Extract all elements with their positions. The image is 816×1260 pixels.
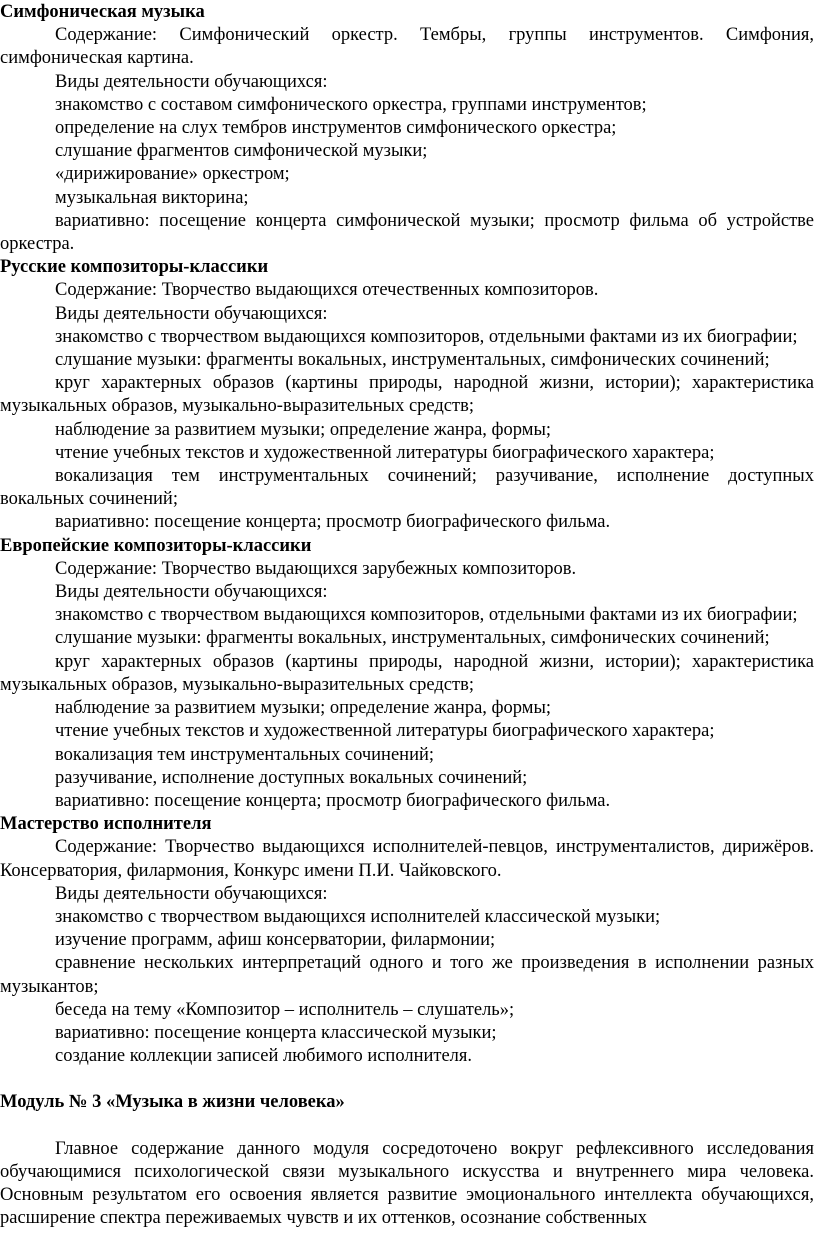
paragraph: беседа на тему «Композитор – исполнитель – слушатель»;	[55, 999, 515, 1020]
paragraph: вариативно: посещение концерта симфонической музыки; просмотр фильма об устройстве оркестра.	[0, 210, 814, 255]
paragraph: музыкальная викторина;	[55, 187, 249, 208]
paragraph: Виды деятельности обучающихся:	[55, 883, 328, 904]
paragraph: вариативно: посещение концерта классической музыки;	[55, 1022, 497, 1043]
paragraph: Содержание: Творчество выдающихся зарубежных композиторов.	[55, 558, 577, 579]
paragraph: вариативно: посещение концерта; просмотр биографического фильма.	[55, 512, 611, 533]
paragraph: круг характерных образов (картины природы, народной жизни, истории); характеристика музыкальных образов, музыкально-выразительных средств;	[0, 373, 814, 417]
paragraph: Виды деятельности обучающихся:	[55, 71, 328, 92]
paragraph: чтение учебных текстов и художественной литературы биографического характера;	[55, 442, 715, 463]
module-intro-paragraph: Главное содержание данного модуля сосредоточено вокруг рефлексивного исследования обучающимися психологической связи музыкального искусства и внутреннего мира человека. Основным результатом его освоения является развитие эмоционального интеллекта обучающихся, расширение спектра переживаемых чувств и их оттенков, осознание собственных	[0, 1138, 814, 1229]
paragraph: разучивание, исполнение доступных вокальных сочинений;	[55, 767, 528, 788]
section-heading: Мастерство исполнителя	[0, 814, 212, 835]
section-heading: Симфоническая музыка	[0, 2, 205, 22]
section-symphonic-music	[0, 1, 814, 256]
module-heading: Модуль № 3 «Музыка в жизни человека»	[0, 1092, 345, 1113]
paragraph: сравнение нескольких интерпретаций одного и того же произведения в исполнении разных музыкантов;	[0, 953, 814, 997]
paragraph: наблюдение за развитием музыки; определение жанра, формы;	[55, 419, 552, 440]
paragraph: знакомство с творчеством выдающихся композиторов, отдельными фактами из их биографии;	[55, 605, 798, 626]
paragraph: Виды деятельности обучающихся:	[55, 582, 328, 603]
paragraph: знакомство с составом симфонического оркестра, группами инструментов;	[55, 94, 647, 115]
paragraph: Содержание: Творчество выдающихся отечественных композиторов.	[55, 280, 599, 301]
section-russian-composers	[0, 256, 814, 534]
paragraph: определение на слух тембров инструментов симфонического оркестра;	[55, 118, 617, 139]
paragraph: Содержание: Симфонический оркестр. Тембры, группы инструментов. Симфония, симфоническая картина.	[0, 25, 814, 69]
paragraph: знакомство с творчеством выдающихся композиторов, отдельными фактами из их биографии;	[55, 326, 798, 347]
section-european-composers	[0, 535, 814, 813]
paragraph: «дирижирование» оркестром;	[55, 164, 290, 185]
section-performer-mastery	[0, 813, 814, 1068]
paragraph: слушание музыки: фрагменты вокальных, инструментальных, симфонических сочинений;	[55, 350, 770, 371]
section-heading: Европейские композиторы-классики	[0, 535, 312, 556]
paragraph: слушание музыки: фрагменты вокальных, инструментальных, симфонических сочинений;	[55, 628, 770, 649]
spacer	[0, 1068, 814, 1091]
paragraph: Виды деятельности обучающихся:	[55, 303, 328, 324]
paragraph: создание коллекции записей любимого исполнителя.	[55, 1046, 473, 1067]
paragraph: вокализация тем инструментальных сочинений;	[55, 744, 435, 765]
section-heading: Русские композиторы-классики	[0, 257, 269, 278]
paragraph: вокализация тем инструментальных сочинений; разучивание, исполнение доступных вокальных сочинений;	[0, 466, 814, 510]
paragraph: изучение программ, афиш консерватории, филармонии;	[55, 930, 496, 951]
paragraph: слушание фрагментов симфонической музыки;	[55, 141, 428, 162]
paragraph: наблюдение за развитием музыки; определение жанра, формы;	[55, 698, 552, 719]
paragraph: круг характерных образов (картины природы, народной жизни, истории); характеристика музыкальных образов, музыкально-выразительных средств;	[0, 651, 814, 695]
paragraph: чтение учебных текстов и художественной литературы биографического характера;	[55, 721, 715, 742]
paragraph: знакомство с творчеством выдающихся исполнителей классической музыки;	[55, 906, 661, 927]
paragraph: Содержание: Творчество выдающихся исполнителей-певцов, инструменталистов, дирижёров. Консерватория, филармония, Конкурс имени П.И. Чайковского.	[0, 837, 814, 881]
spacer	[0, 1115, 814, 1138]
paragraph: вариативно: посещение концерта; просмотр биографического фильма.	[55, 790, 611, 811]
